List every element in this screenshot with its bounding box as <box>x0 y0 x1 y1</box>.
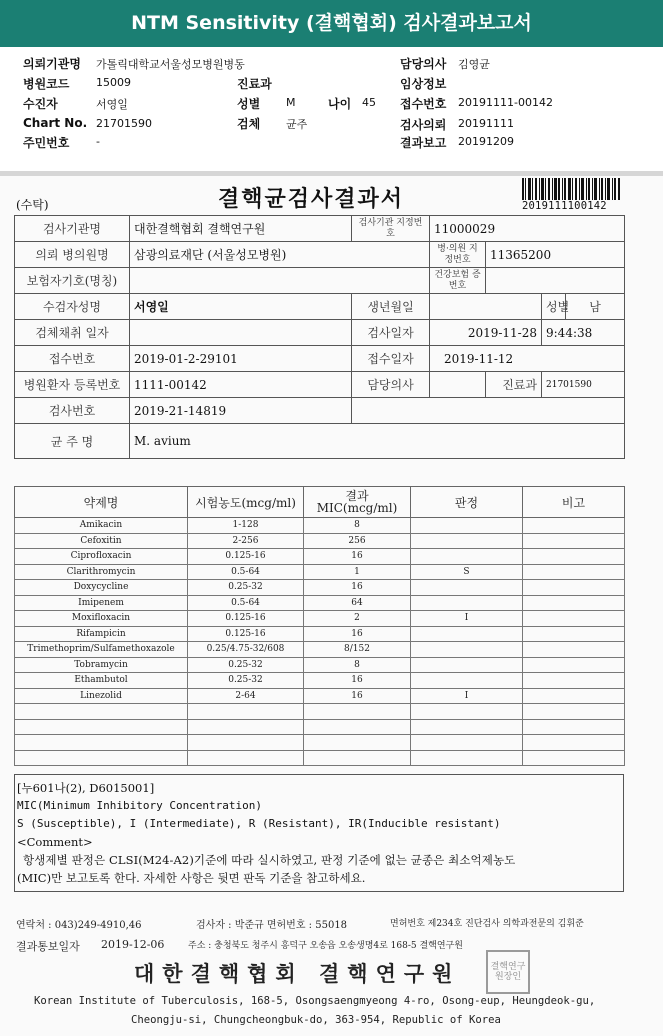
range-cell <box>188 750 304 766</box>
drug-cell <box>15 735 188 751</box>
drug-cell: Trimethoprim/Sulfamethoxazole <box>15 642 188 658</box>
dept-label: 진료과 <box>237 77 272 91</box>
col-mic <box>304 487 411 518</box>
notes-box <box>14 774 624 892</box>
result-date-value: 20191209 <box>458 135 514 148</box>
range-cell <box>188 719 304 735</box>
result-sheet <box>0 176 663 1036</box>
interp-cell <box>411 549 523 565</box>
footer-contact: 연락처 : 043)249-4910,46 <box>16 920 142 931</box>
drug-cell: Amikacin <box>15 518 188 534</box>
remark-cell <box>523 549 625 565</box>
patient-name: 서영일 <box>130 294 352 320</box>
patient-label: 수진자 <box>23 97 58 111</box>
insurance-label: 보험자기호(명칭) <box>15 268 130 294</box>
drug-cell: Doxycycline <box>15 580 188 596</box>
doctor-sheet <box>430 372 486 398</box>
remark-cell <box>523 533 625 549</box>
receipt-date: 2019-11-12 <box>430 346 625 372</box>
interp-cell <box>411 657 523 673</box>
remark-cell <box>523 580 625 596</box>
patient-value: 서영일 <box>96 98 128 111</box>
req-hospital-label: 의뢰 병의원명 <box>15 242 130 268</box>
remark-cell <box>523 719 625 735</box>
mic-cell <box>304 704 411 720</box>
range-cell <box>188 704 304 720</box>
footer-address-kr: 주소 : 충청북도 청주시 흥덕구 오송읍 오송생명4로 168-5 결핵연구원 <box>188 941 463 951</box>
remark-cell <box>523 750 625 766</box>
range-cell: 0.125-16 <box>188 611 304 627</box>
range-cell: 0.5-64 <box>188 564 304 580</box>
drug-cell: Clarithromycin <box>15 564 188 580</box>
remark-cell <box>523 626 625 642</box>
mic-cell: 16 <box>304 673 411 689</box>
drug-cell: Cefoxitin <box>15 533 188 549</box>
col-mic-unit: MIC(mcg/ml) <box>316 501 398 515</box>
mic-table <box>14 486 625 766</box>
doctor-label-sheet: 담당의사 <box>352 372 430 398</box>
mic-cell: 16 <box>304 626 411 642</box>
patient-name-label: 수검자성명 <box>15 294 130 320</box>
remark-cell <box>523 611 625 627</box>
mic-cell: 1 <box>304 564 411 580</box>
footer-address-en-1: Korean Institute of Tuberculosis, 168-5, Osongsaengmyeong 4-ro, Osong-eup, Heungdeok-gu, <box>34 995 596 1007</box>
mic-row <box>15 657 625 673</box>
exam-no-blank <box>352 398 625 424</box>
range-cell: 0.125-16 <box>188 549 304 565</box>
footer-report-date: 2019-12-06 <box>101 938 165 951</box>
exam-info-table <box>14 215 625 459</box>
sex-value: M <box>286 96 296 109</box>
barcode <box>522 178 620 200</box>
mic-row <box>15 626 625 642</box>
drug-cell <box>15 704 188 720</box>
mic-cell: 8/152 <box>304 642 411 658</box>
mic-row <box>15 735 625 751</box>
sex-label-sheet: 성별 <box>542 294 566 320</box>
dept-sheet: 21701590 <box>542 372 625 398</box>
req-hospital-code-label: 병·의원 지정번호 <box>430 242 486 268</box>
mic-row <box>15 611 625 627</box>
mic-row <box>15 518 625 534</box>
notes-comment-1: 항생제별 판정은 CLSI(M24-A2)기준에 따라 실시하였고, 판정 기준에 없는 균종은 최소억제농도 <box>23 853 516 867</box>
mic-cell: 16 <box>304 549 411 565</box>
range-cell: 2-64 <box>188 688 304 704</box>
range-cell: 0.25-32 <box>188 673 304 689</box>
result-date-label: 결과보고 <box>400 136 447 150</box>
mic-cell: 256 <box>304 533 411 549</box>
patient-header <box>0 47 663 171</box>
mic-row <box>15 642 625 658</box>
sex-sheet: 남 <box>566 294 625 320</box>
collect-date-label: 검체채취 일자 <box>15 320 130 346</box>
mic-cell <box>304 719 411 735</box>
exam-no: 2019-21-14819 <box>130 398 352 424</box>
remark-cell <box>523 564 625 580</box>
remark-cell <box>523 642 625 658</box>
mic-cell: 8 <box>304 518 411 534</box>
drug-cell: Moxifloxacin <box>15 611 188 627</box>
col-remark: 비고 <box>523 487 625 518</box>
barcode-number: 2019111100142 <box>522 200 607 212</box>
mic-cell: 16 <box>304 580 411 596</box>
resident-no-value: - <box>96 135 100 148</box>
interp-cell <box>411 750 523 766</box>
notes-comment-2: (MIC)만 보고토록 한다. 자세한 사항은 뒷면 판독 기준을 참고하세요. <box>17 871 366 885</box>
remark-cell <box>523 688 625 704</box>
chart-no-label: Chart No. <box>23 116 88 130</box>
remark-cell <box>523 735 625 751</box>
request-date-label: 검사의뢰 <box>400 118 447 132</box>
exam-org-code: 11000029 <box>430 216 625 242</box>
footer-org-name: 대한결핵협회 결핵연구원 <box>134 961 461 986</box>
interp-cell <box>411 735 523 751</box>
req-hospital: 삼광의료재단 (서울성모병원) <box>130 242 430 268</box>
mic-row <box>15 533 625 549</box>
exam-no-label: 검사번호 <box>15 398 130 424</box>
mic-cell: 2 <box>304 611 411 627</box>
age-label: 나이 <box>328 97 352 111</box>
accession-label: 접수번호 <box>400 97 447 111</box>
footer-examiner: 검사자 : 박준규 면허번호 : 55018 <box>196 920 348 931</box>
insurance-card <box>486 268 625 294</box>
interp-cell: I <box>411 611 523 627</box>
interp-cell <box>411 704 523 720</box>
mic-row <box>15 719 625 735</box>
notes-legend: S (Susceptible), I (Intermediate), R (Resistant), IR(Inducible resistant) <box>17 817 501 830</box>
hospital-reg: 1111-00142 <box>130 372 352 398</box>
hospital-code-value: 15009 <box>96 76 131 89</box>
range-cell: 0.5-64 <box>188 595 304 611</box>
col-result: 결과 <box>345 489 369 503</box>
insurance <box>130 268 430 294</box>
drug-cell <box>15 750 188 766</box>
receipt-date-label: 접수일자 <box>352 346 430 372</box>
range-cell <box>188 735 304 751</box>
drug-cell: Linezolid <box>15 688 188 704</box>
footer-address-en-2: Cheongju-si, Chungcheongbuk-do, 363-954, Republic of Korea <box>131 1014 501 1026</box>
exam-date-label: 검사일자 <box>352 320 430 346</box>
dept-label-sheet: 진료과 <box>486 372 542 398</box>
notes-comment-label: <Comment> <box>17 835 93 849</box>
mic-row <box>15 688 625 704</box>
sex-label: 성별 <box>237 97 261 111</box>
mic-row <box>15 564 625 580</box>
mic-cell: 8 <box>304 657 411 673</box>
accession-value: 20191111-00142 <box>458 96 553 109</box>
strain-label: 균 주 명 <box>15 424 130 459</box>
exam-date: 2019-11-28 <box>430 320 542 346</box>
req-hospital-code: 11365200 <box>486 242 625 268</box>
report-title: NTM Sensitivity (결핵협회) 검사결과보고서 <box>131 12 532 34</box>
drug-cell: Ethambutol <box>15 673 188 689</box>
notes-mic-def: MIC(Minimum Inhibitory Concentration) <box>17 799 263 812</box>
copy-type: (수탁) <box>16 198 49 212</box>
interp-cell: S <box>411 564 523 580</box>
insurance-card-label: 건강보험 증번호 <box>430 268 486 294</box>
clinical-info-label: 임상정보 <box>400 77 447 91</box>
sheet-title: 결핵균검사결과서 <box>218 186 405 212</box>
mic-row <box>15 673 625 689</box>
exam-time: 9:44:38 <box>542 320 625 346</box>
receipt-no-label: 접수번호 <box>15 346 130 372</box>
drug-cell: Rifampicin <box>15 626 188 642</box>
birth <box>430 294 542 320</box>
drug-cell: Imipenem <box>15 595 188 611</box>
doctor-label: 담당의사 <box>400 57 447 71</box>
range-cell: 0.125-16 <box>188 626 304 642</box>
interp-cell <box>411 518 523 534</box>
age-value: 45 <box>362 96 376 109</box>
drug-cell <box>15 719 188 735</box>
strain: M. avium <box>130 424 625 459</box>
remark-cell <box>523 595 625 611</box>
request-date-value: 20191111 <box>458 117 514 130</box>
mic-row <box>15 549 625 565</box>
official-seal <box>486 950 530 994</box>
mic-cell: 16 <box>304 688 411 704</box>
mic-cell <box>304 735 411 751</box>
remark-cell <box>523 673 625 689</box>
exam-org-label: 검사기관명 <box>15 216 130 242</box>
mic-row <box>15 704 625 720</box>
range-cell: 0.25/4.75-32/608 <box>188 642 304 658</box>
requester-label: 의뢰기관명 <box>23 57 81 71</box>
mic-row <box>15 580 625 596</box>
doctor-value: 김영균 <box>458 58 490 71</box>
drug-cell: Tobramycin <box>15 657 188 673</box>
drug-cell: Ciprofloxacin <box>15 549 188 565</box>
report-title-bar <box>0 0 663 47</box>
notes-code: [누601나(2), D6015001] <box>17 781 155 795</box>
seal-text: 결핵연구원장인 <box>490 962 526 982</box>
specimen-value: 균주 <box>286 118 308 131</box>
range-cell: 0.25-32 <box>188 657 304 673</box>
requester-value: 가톨릭대학교서울성모병원병동 <box>96 58 245 71</box>
hospital-reg-label: 병원환자 등록번호 <box>15 372 130 398</box>
specimen-label: 검체 <box>237 117 261 131</box>
exam-org: 대한결핵협회 결핵연구원 <box>130 216 352 242</box>
collect-date <box>130 320 352 346</box>
interp-cell <box>411 533 523 549</box>
col-interp: 판정 <box>411 487 523 518</box>
interp-cell <box>411 580 523 596</box>
mic-row <box>15 750 625 766</box>
interp-cell <box>411 642 523 658</box>
mic-row <box>15 595 625 611</box>
interp-cell <box>411 595 523 611</box>
interp-cell <box>411 626 523 642</box>
mic-cell: 64 <box>304 595 411 611</box>
col-drug: 약제명 <box>15 487 188 518</box>
col-range: 시험농도(mcg/ml) <box>188 487 304 518</box>
birth-label: 생년월일 <box>352 294 430 320</box>
chart-no-value: 21701590 <box>96 117 152 130</box>
remark-cell <box>523 518 625 534</box>
interp-cell <box>411 673 523 689</box>
range-cell: 0.25-32 <box>188 580 304 596</box>
receipt-no: 2019-01-2-29101 <box>130 346 352 372</box>
range-cell: 1-128 <box>188 518 304 534</box>
interp-cell: I <box>411 688 523 704</box>
mic-cell <box>304 750 411 766</box>
footer-report-date-label: 결과통보일자 <box>16 940 80 953</box>
interp-cell <box>411 719 523 735</box>
range-cell: 2-256 <box>188 533 304 549</box>
resident-no-label: 주민번호 <box>23 136 70 150</box>
remark-cell <box>523 704 625 720</box>
footer-license: 면허번호 제234호 진단검사 의학과전문의 김휘준 <box>390 919 584 929</box>
hospital-code-label: 병원코드 <box>23 77 70 91</box>
exam-org-code-label: 검사기관 지정번호 <box>352 216 430 242</box>
remark-cell <box>523 657 625 673</box>
